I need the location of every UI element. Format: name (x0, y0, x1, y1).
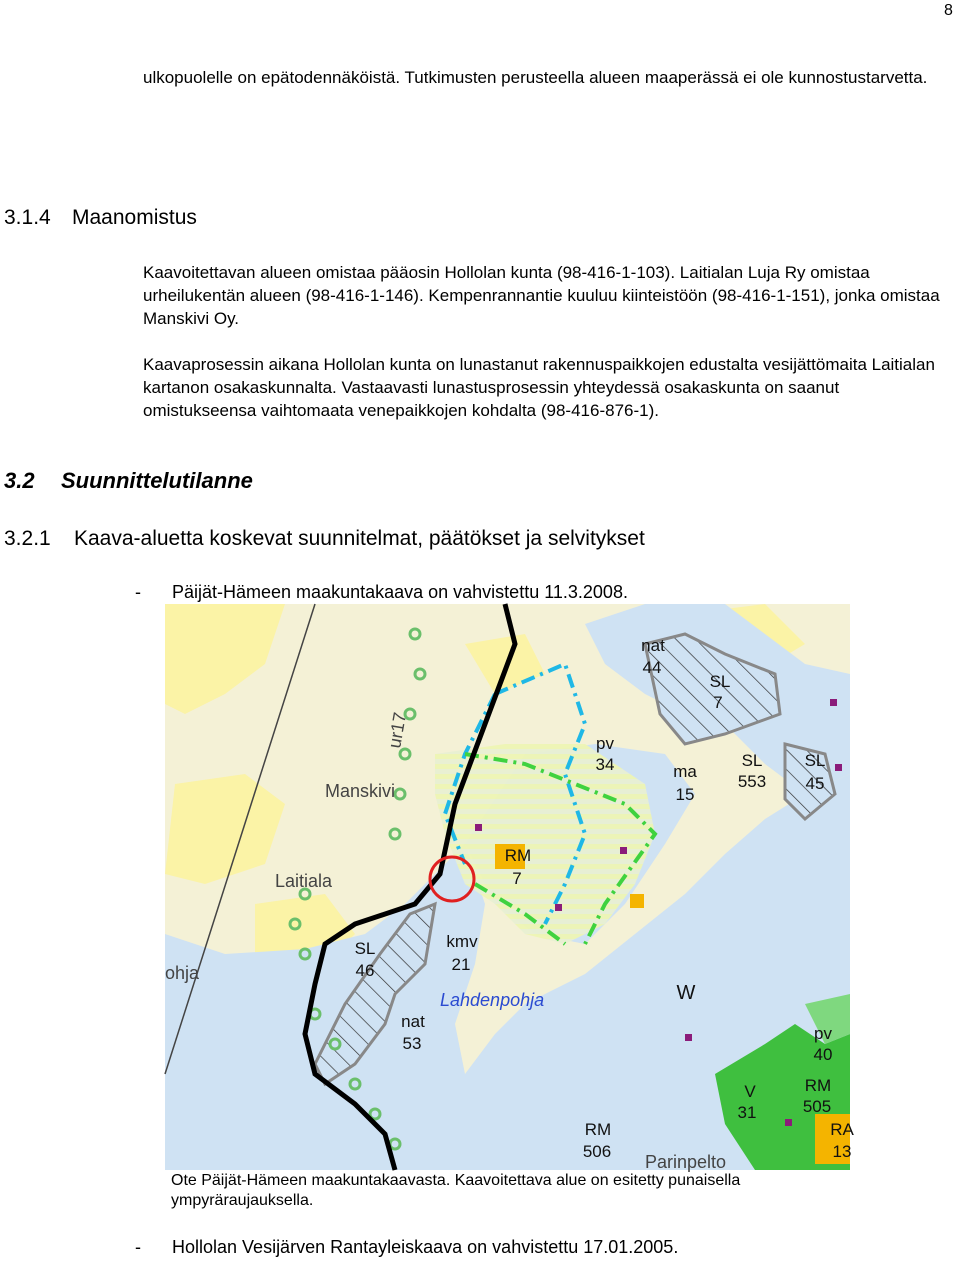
place-label-laitiala: Laitiala (275, 871, 333, 891)
place-label-ohja: ohja (165, 963, 200, 983)
section-number: 3.1.4 (4, 206, 51, 229)
svg-text:nat: nat (401, 1012, 425, 1031)
bullet-item-2 (135, 1237, 678, 1258)
section-heading-3-2 (4, 468, 253, 494)
section-title: Maanomistus (72, 206, 197, 229)
svg-text:RM: RM (584, 1120, 612, 1139)
svg-text:45: 45 (805, 774, 825, 793)
regional-plan-map (165, 604, 854, 1172)
svg-text:SL: SL (804, 751, 826, 770)
page-number: 8 (944, 2, 953, 19)
svg-text:RM: RM (804, 1076, 832, 1095)
ownership-paragraph-1: Kaavoitettavan alueen omistaa pääosin Hollolan kunta (98-416-1-103). Laitialan Luja Ry omistaa urheilukentän alueen (98-416-1-146). Kempenrannantie kuuluu kiinteistöön (98-416-1-151), jonka omistaa Manskivi Oy. (143, 263, 940, 328)
bullet-dash: - (135, 582, 141, 602)
svg-text:46: 46 (355, 961, 375, 980)
bullet-text: Päijät-Hämeen maakuntakaava on vahvistettu 11.3.2008. (172, 582, 628, 602)
svg-text:7: 7 (512, 869, 522, 888)
svg-text:ma: ma (673, 762, 697, 781)
svg-text:505: 505 (802, 1097, 832, 1116)
svg-text:40: 40 (813, 1045, 833, 1064)
svg-text:34: 34 (595, 755, 615, 774)
svg-text:SL: SL (354, 939, 376, 958)
svg-text:RM: RM (504, 846, 532, 865)
bullet-text: Hollolan Vesijärven Rantayleiskaava on vahvistettu 17.01.2005. (172, 1237, 679, 1257)
svg-text:553: 553 (737, 772, 767, 791)
svg-text:W: W (676, 982, 696, 1004)
section-heading-3-1-4 (4, 206, 197, 230)
svg-text:506: 506 (582, 1142, 612, 1161)
place-label-lahdenpohja: Lahdenpohja (440, 990, 545, 1010)
bullet-dash: - (135, 1237, 141, 1257)
ownership-paragraph-2: Kaavaprosessin aikana Hollolan kunta on lunastanut rakennuspaikkojen edustalta vesijättömaita Laitialan kartanon osakaskunnalta. Vastaavasti lunastusprosessin yhteydessä osakaskunta on saanut omistukseensa vaihtomaata venepaikkojen kohdalta (98-416-876-1). (143, 355, 935, 420)
svg-text:53: 53 (402, 1034, 422, 1053)
svg-text:nat: nat (641, 636, 665, 655)
section-heading-3-2-1 (4, 527, 645, 551)
svg-text:SL: SL (709, 672, 731, 691)
svg-text:21: 21 (451, 955, 471, 974)
svg-text:13: 13 (832, 1142, 852, 1161)
map-caption: Ote Päijät-Hämeen maakuntakaavasta. Kaavoitettava alue on esitetty punaisella ympyräraujauksella. (171, 1172, 741, 1209)
zone-label-w (677, 982, 696, 1004)
svg-text:V: V (744, 1082, 756, 1101)
bullet-item-1 (135, 582, 628, 603)
place-label-parinpelto: Parinpelto (645, 1152, 727, 1172)
svg-text:pv: pv (596, 734, 614, 753)
section-number: 3.2.1 (4, 527, 51, 550)
svg-text:SL: SL (741, 751, 763, 770)
place-label-ur17: ur17 (384, 710, 411, 750)
section-title: Suunnittelutilanne (61, 468, 253, 493)
svg-text:pv: pv (814, 1024, 832, 1043)
section-number: 3.2 (4, 468, 35, 493)
svg-text:kmv: kmv (446, 932, 478, 951)
svg-text:44: 44 (642, 658, 662, 677)
svg-text:RA: RA (830, 1120, 854, 1139)
svg-text:7: 7 (713, 693, 723, 712)
section-title: Kaava-aluetta koskevat suunnitelmat, päätökset ja selvitykset (74, 527, 645, 550)
svg-text:15: 15 (675, 785, 695, 804)
svg-text:31: 31 (737, 1103, 757, 1122)
intro-paragraph: ulkopuolelle on epätodennäköistä. Tutkimusten perusteella alueen maaperässä ei ole kunnostustarvetta. (143, 68, 928, 87)
place-label-manskivi: Manskivi (325, 781, 396, 801)
